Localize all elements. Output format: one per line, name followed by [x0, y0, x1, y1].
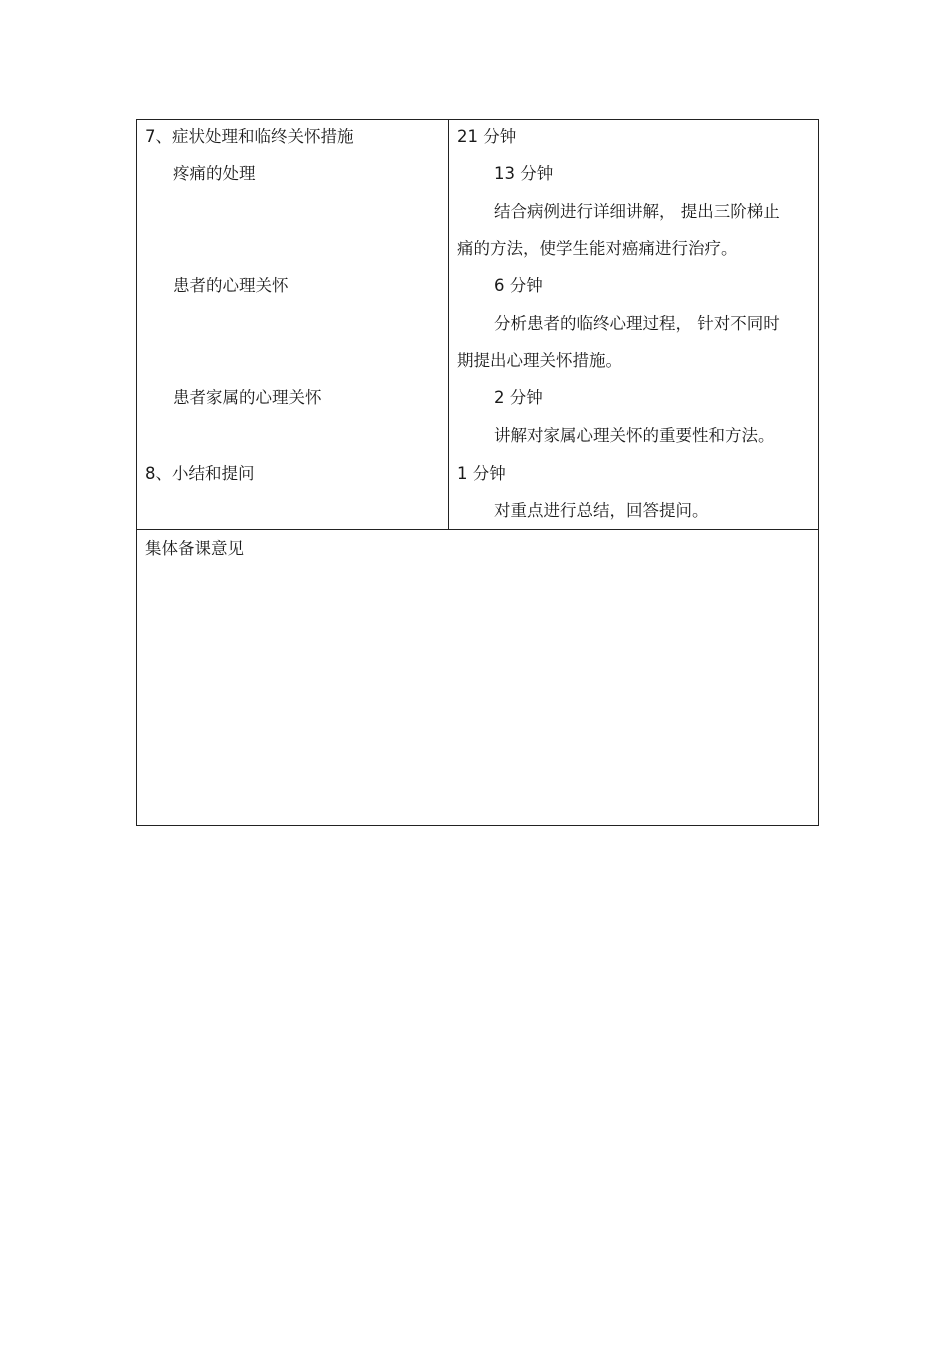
lesson-plan-table: [136, 119, 819, 826]
duration-pain: 13 分钟: [494, 164, 554, 183]
topic-family-psych-care: 患者家属的心理关怀: [173, 388, 322, 407]
section-8-title: 8、小结和提问: [145, 464, 255, 483]
desc-pain-line-2: 痛的方法，使学生能对癌痛进行治疗。: [457, 239, 738, 258]
group-prep-opinion-label: 集体备课意见: [145, 539, 244, 558]
topic-pain-management: 疼痛的处理: [173, 164, 256, 183]
section-7-title: 7、症状处理和临终关怀措施: [145, 127, 354, 146]
desc-patient-psych-line-2: 期提出心理关怀措施。: [457, 351, 622, 370]
desc-patient-psych-line-1: 分析患者的临终心理过程， 针对不同时: [494, 314, 780, 333]
desc-summary: 对重点进行总结，回答提问。: [494, 501, 709, 520]
column-divider: [448, 120, 449, 530]
duration-patient-psych: 6 分钟: [494, 276, 543, 295]
duration-family-psych: 2 分钟: [494, 388, 543, 407]
content-row: [137, 120, 818, 530]
desc-pain-line-1: 结合病例进行详细讲解， 提出三阶梯止: [494, 202, 780, 221]
duration-section-7: 21 分钟: [457, 127, 517, 146]
duration-section-8: 1 分钟: [457, 464, 506, 483]
desc-family-psych: 讲解对家属心理关怀的重要性和方法。: [494, 426, 775, 445]
topic-patient-psych-care: 患者的心理关怀: [173, 276, 289, 295]
group-prep-opinion-row: [137, 530, 818, 826]
